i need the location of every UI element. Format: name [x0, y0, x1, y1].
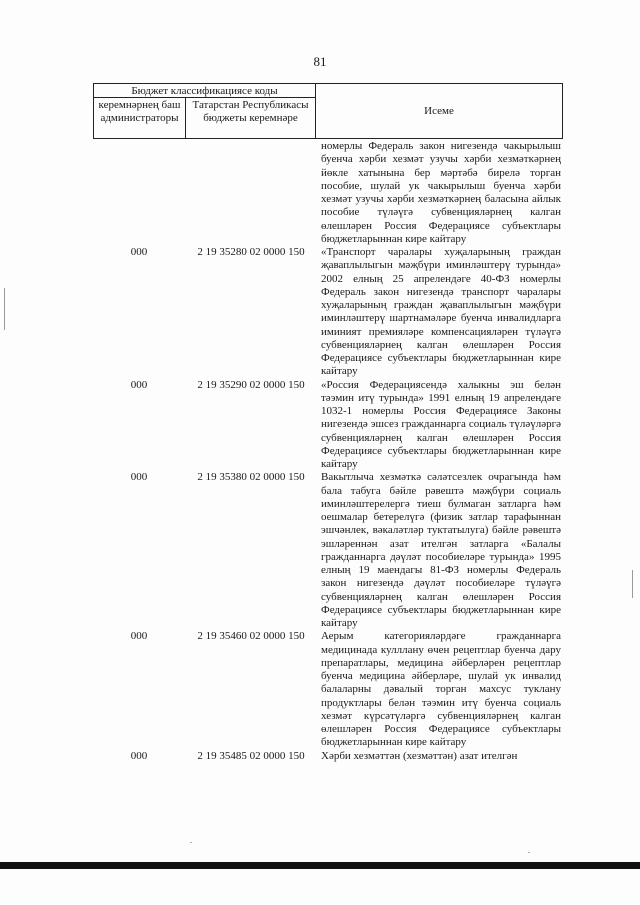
- table-row: [93, 379, 563, 472]
- table-row: [93, 630, 563, 749]
- header-admin-column: керемнәрнең баш администраторы: [94, 98, 186, 139]
- admin-code: 000: [130, 246, 148, 258]
- revenue-name: «Транспорт чаралары хуҗаларының граждан җаваплылыгын мәҗбүри иминләштерү турында» 2002 елның 25 апрелендәге 40-ФЗ номерлы Федераль закон нигезендә транспорт чаралары хуҗаларының граждан җаваплылыгын мәҗбүри иминләштерү шартнамәләре буенча инвалидларга иминият премияләре компенсацияләрен түләүгә субвенцияләрнең калган өлешләрен Россия Федерациясе субъектлары бюджетларыннан кире кайтару: [321, 246, 561, 378]
- page-number: 81: [313, 54, 327, 69]
- scan-speck: [190, 842, 192, 843]
- table-body: [93, 140, 563, 763]
- revenue-name: номерлы Федераль закон нигезендә чакырылыш буенча хәрби хезмәт узучы хәрби хезмәткәрнең йөкле хатынына бер мәртәбә бирелә торган пособие, шулай ук чакырылыш буенча хәрби хезмәт узучы хәрби хезмәткәрнең баласына айлык пособие түләүгә субвенцияләрнең калган өлешләрен Россия Федерациясе субъектлары бюджетларыннан кире кайтару: [321, 140, 561, 245]
- budget-code: 2 19 35460 02 0000 150: [197, 630, 305, 643]
- table-row: [93, 471, 563, 630]
- admin-code: 000: [130, 378, 148, 391]
- admin-code: 000: [130, 749, 148, 762]
- revenue-name: Вакытлыча хезмәткә сәләтсезлек очрагында һәм бала табуга бәйле рәвештә мәҗбүри социаль иминләштерелергә тиеш булмаган затларга һәм оешмалар бетерелүгә (физик затлар тарафыннан эшчәнлек, вәкаләтләр туктатылуга) бәйле рәвештә эшләреннән азат ителгән затларга «Балалы гражданнарга дәүләт пособиеләре турында» 1995 елның 19 маендагы 81-ФЗ номерлы Федераль закон нигезендә дәүләт пособиеләре түләүгә субвенцияләрнең калган өлешләрен Россия Федерациясе субъектлары бюджетларыннан кире кайтару: [321, 471, 561, 629]
- revenue-name: «Россия Федерациясендә халыкны эш белән тәэмин итү турында» 1991 елның 19 апрелендәге 1032-1 номерлы Россия Федерациясе Законы нигезендә эшсез гражданнарга социаль түләүләргә субвенцияләрнең калган өлешләрен Россия Федерациясе субъектлары бюджетларыннан кире кайтару: [321, 378, 561, 470]
- scan-bottom-edge: [0, 862, 640, 869]
- revenue-name: Хәрби хезмәттән (хезмәттән) азат ителгән: [321, 749, 518, 762]
- table-row: [93, 140, 563, 246]
- header-name-column: Исеме: [424, 105, 454, 118]
- table-row: [93, 246, 563, 379]
- scan-speck: [528, 852, 530, 853]
- table-row: [93, 750, 563, 763]
- admin-code: 000: [130, 471, 148, 484]
- budget-code: 2 19 35290 02 0000 150: [197, 378, 305, 391]
- scan-margin-mark: [632, 570, 633, 598]
- admin-code: 000: [130, 630, 148, 643]
- scan-margin-mark: [4, 288, 5, 330]
- budget-code: 2 19 35380 02 0000 150: [197, 471, 305, 484]
- header-tatar-budget-column: Татарстан Республикасы бюджеты керемнәре: [186, 98, 316, 139]
- revenue-name: Аерым категорияләрдәге гражданнарга медицинада кулллану өчен рецептлар буенча дару препаратлары, медицина әйберләрен рецептлар буенча медицина әйберләре, шулай ук инвалид балаларны дәвалый торган махсус туклану продуктлары белән тәэмин итү буенча социаль хезмәт күрсәтүләргә субвенцияләрнең калган өлешләрен Россия Федерациясе субъектлары бюджетларыннан кире кайтару: [321, 630, 561, 749]
- budget-code: 2 19 35485 02 0000 150: [197, 749, 305, 762]
- header-codes-title: Бюджет классификациясе коды: [94, 84, 316, 98]
- budget-code: 2 19 35280 02 0000 150: [197, 246, 305, 258]
- table-header: [93, 83, 563, 139]
